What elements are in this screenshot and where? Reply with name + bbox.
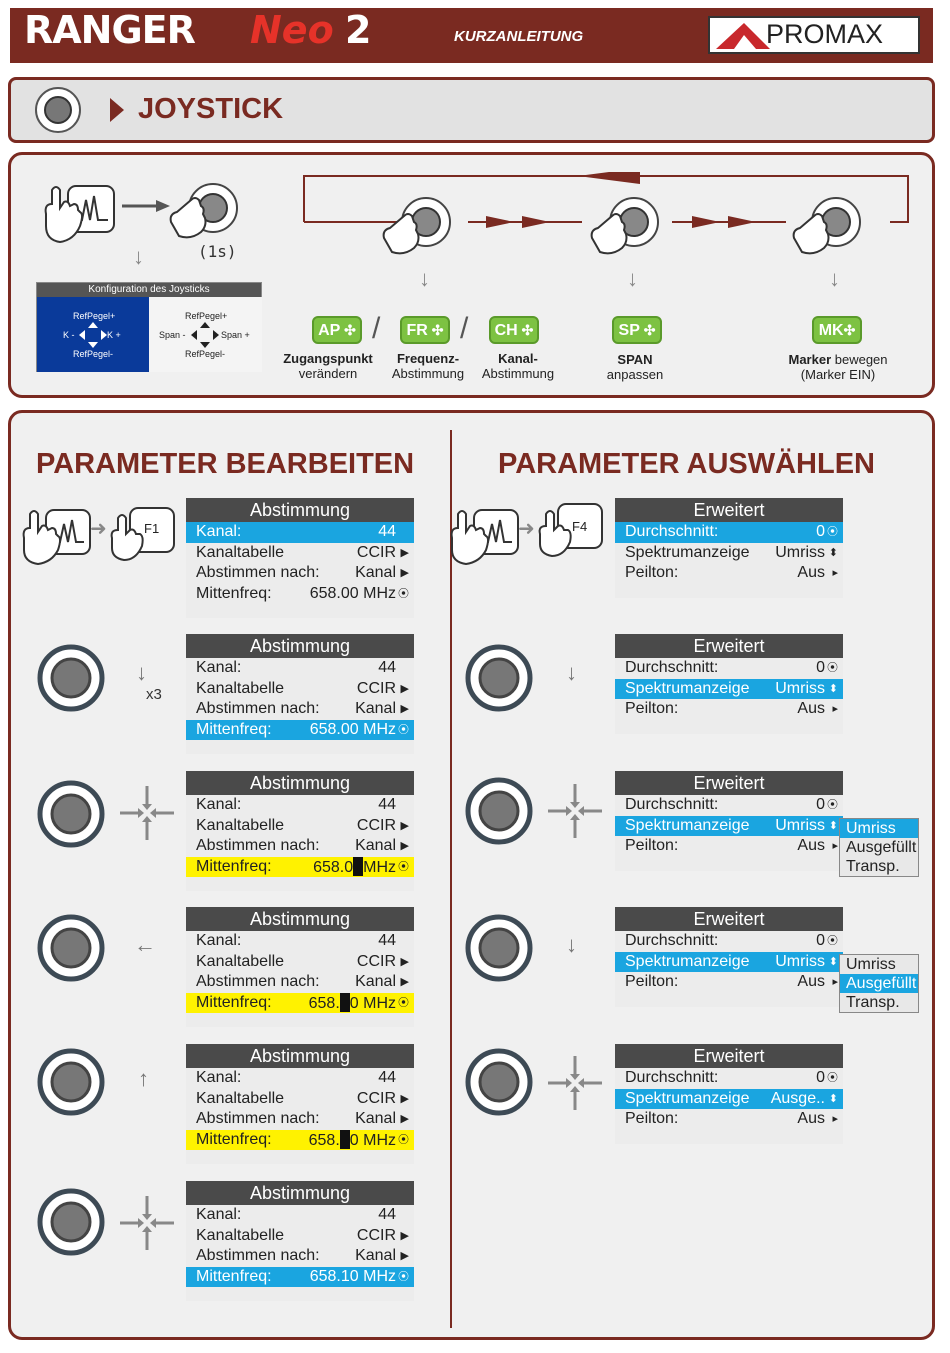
kanal-row[interactable]: Kanal: 44	[196, 659, 396, 676]
edit-cursor	[340, 1130, 350, 1149]
brand-ranger: RANGER	[24, 8, 195, 52]
abstimmen-row[interactable]: Abstimmen nach: Kanal ▶	[186, 836, 414, 857]
kanaltabelle-row[interactable]: Kanaltabelle CCIR ▶	[186, 1226, 414, 1247]
promax-logo-text: PROMAX	[766, 19, 884, 49]
radio-icon: ⦿	[398, 723, 409, 736]
spectrum-key-press-icon	[18, 506, 98, 566]
updown-icon: ⬍	[828, 1092, 838, 1105]
config-right-down: RefPegel-	[185, 349, 226, 359]
joystick-press-icon	[378, 194, 458, 258]
updown-icon: ⬍	[828, 819, 838, 832]
radio-icon: ⦿	[827, 662, 838, 674]
chevron-right-icon: ▶	[400, 1092, 409, 1105]
radio-icon: ⦿	[827, 935, 838, 947]
spectrum-key-press-icon	[40, 182, 120, 246]
option-ausgefuellt[interactable]: Ausgefüllt	[846, 839, 917, 856]
arrow-down-icon: ↓	[829, 266, 840, 291]
advanced-menu-1	[615, 498, 843, 598]
menu-title: Erweitert	[615, 1044, 843, 1068]
durchschnitt-row[interactable]: Durchschnitt: 0 ⦿	[615, 658, 843, 679]
joystick-icon	[36, 779, 106, 849]
joystick-press-center-icon	[548, 1056, 602, 1110]
f1-key-press-icon	[108, 504, 178, 564]
menu-title: Erweitert	[615, 771, 843, 795]
arrow-down-icon: ↓	[627, 266, 638, 291]
ch-button[interactable]: CH ✣	[489, 316, 539, 344]
kanal-row[interactable]: Kanal: 44	[196, 1206, 396, 1223]
abstimmen-row[interactable]: Abstimmen nach: Kanal ▶	[186, 1246, 414, 1267]
mk-button[interactable]: MK✣	[812, 316, 862, 344]
f1-key-label: F1	[144, 521, 160, 536]
arrow-down-icon: ↓	[136, 660, 147, 685]
config-right-pane	[149, 297, 262, 372]
peilton-row[interactable]: Peilton: Aus ▸	[615, 836, 843, 857]
spektrum-row[interactable]: Spektrumanzeige Umriss ⬍	[615, 816, 843, 837]
slash-separator: /	[372, 312, 381, 345]
config-title: Konfiguration des Joysticks	[37, 283, 261, 297]
radio-icon: ⦿	[827, 799, 838, 811]
joystick-icon	[464, 1047, 534, 1117]
joystick-icon	[464, 643, 534, 713]
kanaltabelle-row[interactable]: Kanaltabelle CCIR ▶	[186, 543, 414, 564]
menu-title: Abstimmung	[186, 771, 414, 795]
joystick-press-icon	[165, 178, 245, 242]
advanced-menu-3	[615, 771, 843, 871]
fr-button[interactable]: FR ✣	[400, 316, 450, 344]
repeat-count: x3	[146, 686, 162, 703]
chevron-right-icon: ▶	[400, 1229, 409, 1242]
updown-icon: ⬍	[828, 955, 838, 968]
abstimmen-row[interactable]: Abstimmen nach: Kanal ▶	[186, 563, 414, 584]
abstimmen-row[interactable]: Abstimmen nach: Kanal ▶	[186, 699, 414, 720]
menu-title: Erweitert	[615, 634, 843, 658]
radio-icon: ⦿	[398, 860, 409, 873]
ap-button[interactable]: AP ✣	[312, 316, 362, 344]
config-left-right: K +	[107, 330, 121, 340]
radio-icon: ⦿	[398, 996, 409, 1009]
advanced-menu-4	[615, 907, 843, 1007]
radio-icon: ⦿	[827, 1072, 838, 1084]
kanal-row[interactable]: Kanal: 44	[196, 1069, 396, 1086]
kanal-row[interactable]: Kanal: 44	[196, 932, 396, 949]
tuning-menu-4	[186, 907, 414, 1027]
chevron-right-icon: ▶	[400, 1113, 409, 1125]
config-left-pane	[37, 297, 149, 372]
peilton-row[interactable]: Peilton: Aus ▸	[615, 972, 843, 993]
edit-parameter-title: PARAMETER BEARBEITEN	[36, 448, 415, 480]
f4-key-label: F4	[572, 519, 588, 534]
arrow-down-icon: ↓	[566, 660, 577, 685]
menu-title: Abstimmung	[186, 907, 414, 931]
mittenfreq-row[interactable]: Mittenfreq: 658. 0 MHz ⦿	[186, 1130, 414, 1151]
joystick-icon	[36, 1187, 106, 1257]
kanal-row[interactable]: Kanal: 44	[186, 522, 414, 543]
arrow-down-icon: ↓	[566, 932, 577, 957]
tuning-menu-6	[186, 1181, 414, 1301]
mk-label: Marker bewegen (Marker EIN)	[788, 352, 888, 382]
joystick-icon	[36, 1047, 106, 1117]
radio-icon: ⦿	[398, 587, 409, 600]
config-right-left: Span -	[159, 330, 186, 340]
tuning-menu-2	[186, 634, 414, 754]
kanaltabelle-row[interactable]: Kanaltabelle CCIR ▶	[186, 679, 414, 700]
spektrum-row[interactable]: Spektrumanzeige Umriss ⬍	[615, 679, 843, 700]
mittenfreq-row[interactable]: Mittenfreq: 658.00 MHz ⦿	[186, 584, 414, 605]
joystick-press-center-icon	[120, 1196, 174, 1250]
arrow-left-icon: ←	[134, 932, 156, 957]
chevron-right-icon: ▸	[832, 1113, 838, 1125]
radio-icon: ⦿	[398, 1133, 409, 1146]
chevron-right-icon: ▶	[400, 682, 409, 695]
edit-cursor	[353, 857, 363, 876]
joystick-config-box	[36, 282, 262, 372]
fr-label: Frequenz- Abstimmung	[391, 351, 465, 381]
option-transp[interactable]: Transp.	[846, 858, 900, 875]
chevron-right-icon: ▸	[832, 567, 838, 579]
chevron-right-icon: ▸	[832, 703, 838, 715]
ch-label: Kanal- Abstimmung	[481, 351, 555, 381]
joystick-press-icon	[586, 194, 666, 258]
chevron-right-icon: ▶	[400, 955, 409, 968]
chevron-right-icon: ▶	[400, 819, 409, 832]
durchschnitt-row[interactable]: Durchschnitt: 0 ⦿	[615, 931, 843, 952]
edit-cursor	[340, 993, 350, 1012]
tuning-menu-5	[186, 1044, 414, 1164]
spektrum-row[interactable]: Spektrumanzeige Umriss ⬍	[615, 952, 843, 973]
arrow-down-icon: ↓	[419, 266, 430, 291]
dpad-icon	[191, 322, 219, 348]
joystick-icon	[36, 643, 106, 713]
kanaltabelle-row[interactable]: Kanaltabelle CCIR ▶	[186, 952, 414, 973]
spectrum-key-press-icon	[446, 506, 526, 566]
peilton-row[interactable]: Peilton: Aus ▸	[615, 563, 843, 584]
advanced-menu-2	[615, 634, 843, 734]
joystick-icon	[30, 84, 86, 136]
joystick-press-icon	[788, 194, 868, 258]
spektrum-row[interactable]: Spektrumanzeige Ausge.. ⬍	[615, 1089, 843, 1110]
chevron-right-icon: ▶	[400, 546, 409, 559]
tuning-menu-1	[186, 498, 414, 618]
option-umriss[interactable]: Umriss	[840, 819, 918, 838]
sp-button[interactable]: SP ✣	[612, 316, 662, 344]
select-parameter-title: PARAMETER AUSWÄHLEN	[498, 448, 875, 480]
brand-two: 2	[345, 8, 372, 52]
arrow-right-icon: ➜	[518, 518, 535, 540]
brand-neo: Neo	[250, 8, 334, 52]
durchschnitt-row[interactable]: Durchschnitt: 0 ⦿	[615, 522, 843, 543]
chevron-right-icon: ▶	[400, 840, 409, 852]
press-duration: (1s)	[198, 242, 237, 261]
config-left-down: RefPegel-	[73, 349, 114, 359]
arrow-down-icon: ↓	[133, 244, 144, 269]
option-umriss[interactable]: Umriss	[846, 956, 896, 973]
spektrum-row[interactable]: Spektrumanzeige Umriss ⬍	[615, 543, 843, 564]
mittenfreq-row[interactable]: Mittenfreq: 658. 0 MHz ⦿	[186, 993, 414, 1014]
spektrum-dropdown-2[interactable]	[839, 954, 919, 1013]
abstimmen-row[interactable]: Abstimmen nach: Kanal ▶	[186, 1109, 414, 1130]
menu-title: Abstimmung	[186, 634, 414, 658]
sp-label: SPAN anpassen	[606, 352, 664, 382]
durchschnitt-row[interactable]: Durchschnitt: 0 ⦿	[615, 1068, 843, 1089]
abstimmen-row[interactable]: Abstimmen nach: Kanal ▶	[186, 972, 414, 993]
menu-title: Erweitert	[615, 907, 843, 931]
chevron-right-icon: ▶	[400, 567, 409, 579]
menu-title: Erweitert	[615, 498, 843, 522]
chevron-right-icon: ▸	[832, 840, 838, 852]
slash-separator: /	[460, 312, 469, 345]
menu-title: Abstimmung	[186, 1181, 414, 1205]
promax-triangle-icon	[712, 19, 772, 53]
kanaltabelle-row[interactable]: Kanaltabelle CCIR ▶	[186, 816, 414, 837]
mittenfreq-row[interactable]: Mittenfreq: 658.0 MHz ⦿	[186, 857, 414, 878]
peilton-row[interactable]: Peilton: Aus ▸	[615, 1109, 843, 1130]
option-ausgefuellt[interactable]: Ausgefüllt	[840, 974, 918, 993]
arrow-up-icon: ↑	[138, 1066, 149, 1091]
dpad-icon	[79, 322, 107, 348]
config-left-left: K -	[63, 330, 75, 340]
peilton-row[interactable]: Peilton: Aus ▸	[615, 699, 843, 720]
arrow-right-icon: ➜	[90, 518, 107, 540]
advanced-menu-5	[615, 1044, 843, 1144]
joystick-icon	[464, 913, 534, 983]
chevron-right-icon: ▸	[832, 976, 838, 988]
updown-icon: ⬍	[828, 546, 838, 559]
config-left-up: RefPegel+	[73, 311, 116, 321]
ap-label: Zugangspunkt verändern	[283, 351, 373, 381]
kanaltabelle-row[interactable]: Kanaltabelle CCIR ▶	[186, 1089, 414, 1110]
banner-title: JOYSTICK	[138, 93, 284, 125]
config-right-up: RefPegel+	[185, 311, 228, 321]
joystick-icon	[464, 776, 534, 846]
f4-key-press-icon	[536, 500, 606, 560]
menu-title: Abstimmung	[186, 498, 414, 522]
radio-icon: ⦿	[827, 526, 838, 538]
mittenfreq-row[interactable]: Mittenfreq: 658.10 MHz ⦿	[186, 1267, 414, 1288]
menu-title: Abstimmung	[186, 1044, 414, 1068]
arrow-right-icon	[122, 198, 170, 214]
config-right-right: Span +	[221, 330, 250, 340]
tuning-menu-3	[186, 771, 414, 891]
chevron-right-icon: ▶	[400, 976, 409, 988]
kanal-row[interactable]: Kanal: 44	[196, 796, 396, 813]
updown-icon: ⬍	[828, 682, 838, 695]
joystick-press-center-icon	[120, 786, 174, 840]
play-arrow-icon	[110, 98, 124, 122]
joystick-press-center-icon	[548, 784, 602, 838]
spektrum-dropdown-1[interactable]	[839, 818, 919, 877]
joystick-icon	[36, 913, 106, 983]
chevron-right-icon: ▶	[400, 703, 409, 715]
option-transp[interactable]: Transp.	[846, 994, 900, 1011]
header-subtitle: KURZANLEITUNG	[454, 28, 584, 45]
radio-icon: ⦿	[398, 1270, 409, 1283]
mittenfreq-row[interactable]: Mittenfreq: 658.00 MHz ⦿	[186, 720, 414, 741]
chevron-right-icon: ▶	[400, 1250, 409, 1262]
durchschnitt-row[interactable]: Durchschnitt: 0 ⦿	[615, 795, 843, 816]
